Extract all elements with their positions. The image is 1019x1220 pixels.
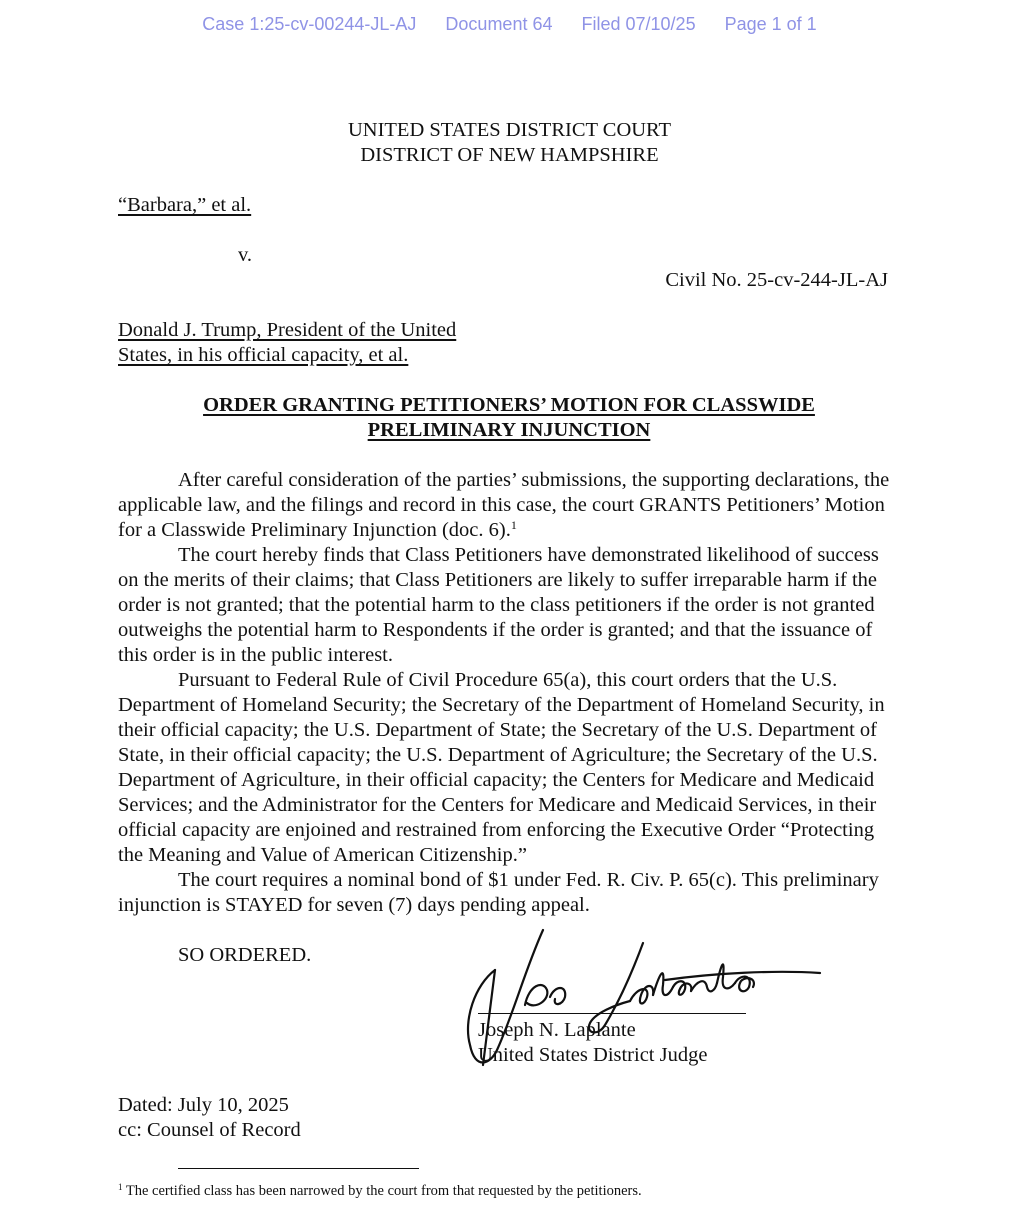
judge-title: United States District Judge bbox=[478, 1044, 708, 1066]
paragraph-2: The court hereby finds that Class Petitioners have demonstrated likelihood of success on the merits of their claims; that Class Petitioners are likely to suffer irreparable harm if the order is not granted; that the potential harm to the class petitioners if the order is not granted outweighs the potential harm to Respondents if the order is granted; and that the issuance of this order is in the public interest. bbox=[118, 544, 879, 666]
court-heading bbox=[0, 118, 1019, 168]
cc-line: cc: Counsel of Record bbox=[118, 1119, 301, 1141]
paragraph-3: Pursuant to Federal Rule of Civil Procedure 65(a), this court orders that the U.S. Department of Homeland Security; the Secretary of the Department of Homeland Security, in their official capacity; the U.S. Department of State; the Secretary of the U.S. Department of State, in their official capacity; the U.S. Department of Agriculture; the Secretary of the U.S. Department of Agriculture, in their official capacity; the Centers for Medicare and Medicaid Services; and the Administrator for the Centers for Medicare and Medicaid Services, in their official capacity are enjoined and restrained from enforcing the Executive Order “Protecting the Meaning and Value of American Citizenship.” bbox=[118, 669, 885, 866]
order-title-line-1: ORDER GRANTING PETITIONERS’ MOTION FOR CLASSWIDE bbox=[203, 394, 815, 416]
judge-name: Joseph N. Laplante bbox=[478, 1019, 636, 1041]
court-name: UNITED STATES DISTRICT COURT bbox=[347, 119, 672, 141]
header-case-number: Case 1:25-cv-00244-JL-AJ bbox=[202, 14, 417, 34]
dated-line bbox=[118, 1093, 289, 1118]
footnote-marker: 1 bbox=[118, 1182, 123, 1192]
defendant-name bbox=[118, 318, 456, 368]
order-body bbox=[118, 468, 900, 918]
signature-line bbox=[478, 1013, 746, 1014]
order-title bbox=[118, 393, 900, 443]
header-document-number: Document 64 bbox=[445, 14, 553, 34]
civil-case-number: Civil No. 25-cv-244-JL-AJ bbox=[665, 269, 888, 291]
paragraph-1 bbox=[118, 468, 900, 543]
footnote-separator bbox=[178, 1168, 419, 1169]
header-filed-date: Filed 07/10/25 bbox=[581, 14, 696, 34]
dated-label: Dated: bbox=[118, 1094, 173, 1116]
footnote bbox=[118, 1182, 642, 1200]
paragraph-1-text: After careful consideration of the parties’ submissions, the supporting declarations, the applicable law, and the filings and record in this case, the court GRANTS Petitioners’ Motion for a Classwide Preliminary Injunction (doc. 6). bbox=[118, 469, 890, 541]
versus-label: v. bbox=[238, 244, 253, 266]
judge-block bbox=[478, 1018, 707, 1068]
footnote-text: The certified class has been narrowed by the court from that requested by the petitioners. bbox=[125, 1183, 642, 1199]
defendant-line-2: States, in his official capacity, et al. bbox=[118, 344, 409, 366]
so-ordered: SO ORDERED. bbox=[178, 944, 312, 966]
court-district: DISTRICT OF NEW HAMPSHIRE bbox=[360, 144, 659, 166]
dated-value: July 10, 2025 bbox=[177, 1094, 289, 1116]
defendant-line-1: Donald J. Trump, President of the United bbox=[118, 319, 457, 341]
footnote-reference: 1 bbox=[510, 518, 517, 532]
header-page-count: Page 1 of 1 bbox=[724, 14, 817, 34]
ecf-header-stamp bbox=[0, 14, 1019, 35]
order-title-line-2: PRELIMINARY INJUNCTION bbox=[367, 419, 651, 441]
paragraph-4: The court requires a nominal bond of $1 under Fed. R. Civ. P. 65(c). This preliminary injunction is STAYED for seven (7) days pending appeal. bbox=[118, 869, 879, 916]
plaintiff-name: “Barbara,” et al. bbox=[118, 194, 252, 216]
